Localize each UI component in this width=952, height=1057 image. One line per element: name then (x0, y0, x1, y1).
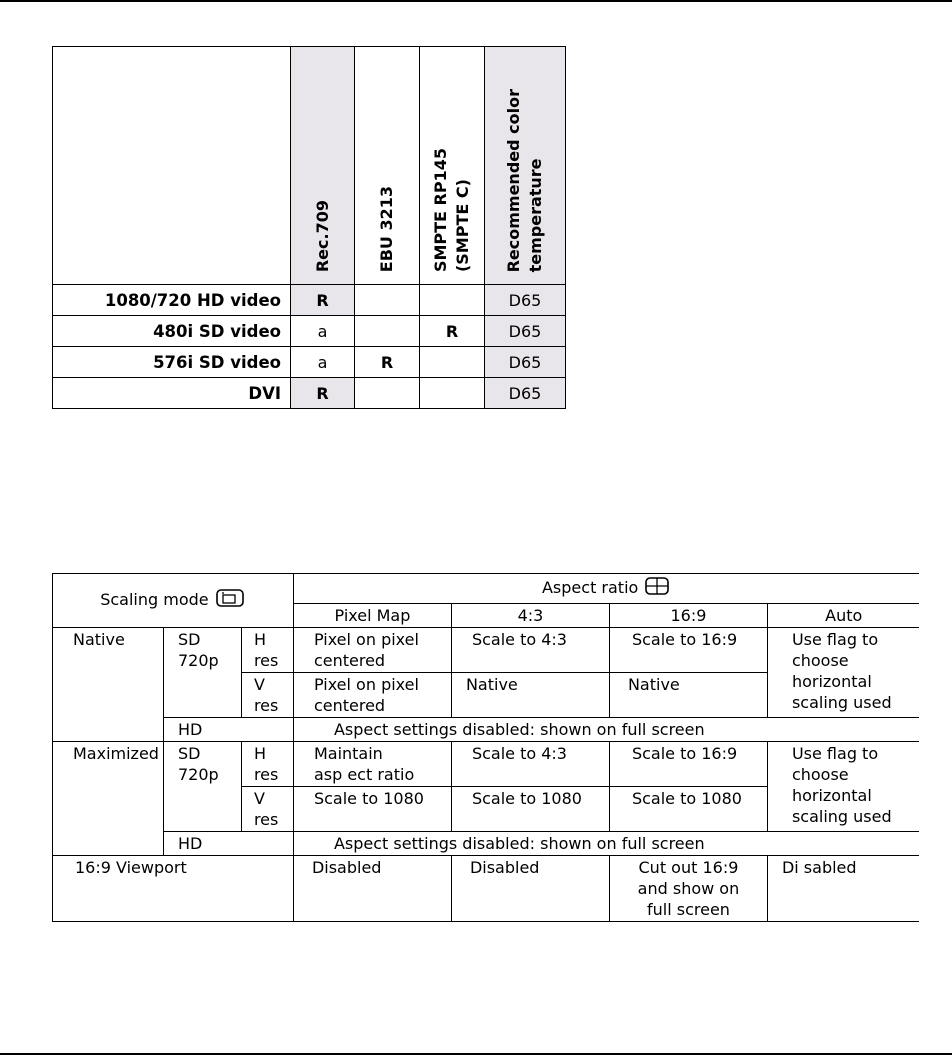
aspect-ratio-header (293, 574, 919, 604)
row-label: 480i SD video (53, 316, 291, 347)
native-hd: HD (163, 718, 293, 742)
table-row (53, 856, 920, 922)
maximized-sd: SD 720p (163, 742, 241, 832)
native-v-pixel: Pixel on pixel centered (293, 673, 451, 718)
col-4-3: 4:3 (451, 604, 609, 628)
maximized-hd-text: Aspect settings disabled: shown on full screen (293, 832, 919, 856)
cell-ebu: R (355, 347, 420, 378)
table-row (53, 347, 566, 378)
cell-temp: D65 (485, 285, 566, 316)
cell-ebu (355, 285, 420, 316)
maximized-v-43: Scale to 1080 (451, 787, 609, 832)
col-rec709: Rec.709 (291, 47, 355, 285)
table-row (53, 742, 920, 787)
cell-rec709: R (291, 378, 355, 409)
native-hd-text: Aspect settings disabled: shown on full screen (293, 718, 919, 742)
table-row (53, 832, 920, 856)
viewport-169: Cut out 16:9 and show on full screen (609, 856, 767, 922)
maximized-h-169: Scale to 16:9 (609, 742, 767, 787)
scaling-mode-icon (214, 587, 246, 614)
maximized-v-169: Scale to 1080 (609, 787, 767, 832)
viewport-pixel: Disabled (293, 856, 451, 922)
col-ebu3213: EBU 3213 (355, 47, 420, 285)
maximized-label: Maximized (53, 742, 164, 856)
col-16-9: 16:9 (609, 604, 767, 628)
table-row (53, 285, 566, 316)
row-label: 576i SD video (53, 347, 291, 378)
cell-temp: D65 (485, 347, 566, 378)
aspect-ratio-icon (643, 575, 671, 602)
color-table-header-row (53, 47, 566, 285)
scaling-mode-header (53, 574, 294, 628)
table-row (53, 628, 920, 673)
maximized-h: H res (241, 742, 293, 787)
native-label: Native (53, 628, 164, 742)
viewport-43: Disabled (451, 856, 609, 922)
table-row (53, 378, 566, 409)
col-pixel-map: Pixel Map (293, 604, 451, 628)
bottom-rule (0, 1053, 952, 1055)
maximized-v-pixel: Scale to 1080 (293, 787, 451, 832)
native-h-169: Scale to 16:9 (609, 628, 767, 673)
native-v: V res (241, 673, 293, 718)
native-sd: SD 720p (163, 628, 241, 718)
viewport-auto: Di sabled (767, 856, 919, 922)
col-smpte-rp145: SMPTE RP145 (SMPTE C) (420, 47, 485, 285)
aspect-ratio-label: Aspect ratio (541, 578, 639, 597)
cell-smpte: R (420, 316, 485, 347)
col-color-temperature: Recommended color temperature (485, 47, 566, 285)
native-h-pixel: Pixel on pixel centered (293, 628, 451, 673)
scaling-header-row (53, 574, 920, 604)
maximized-h-pixel: Maintain asp ect ratio (293, 742, 451, 787)
scaling-mode-table (52, 573, 919, 922)
maximized-v: V res (241, 787, 293, 832)
cell-rec709: a (291, 316, 355, 347)
maximized-hd: HD (163, 832, 293, 856)
cell-rec709: a (291, 347, 355, 378)
row-label: 1080/720 HD video (53, 285, 291, 316)
color-table-corner (53, 47, 291, 285)
cell-temp: D65 (485, 316, 566, 347)
cell-ebu (355, 316, 420, 347)
cell-ebu (355, 378, 420, 409)
table-row (53, 718, 920, 742)
table-row (53, 316, 566, 347)
maximized-h-43: Scale to 4:3 (451, 742, 609, 787)
native-auto: Use flag to choose horizontal scaling used (767, 628, 919, 718)
cell-temp: D65 (485, 378, 566, 409)
native-h-43: Scale to 4:3 (451, 628, 609, 673)
cell-smpte (420, 378, 485, 409)
viewport-label: 16:9 Viewport (53, 856, 294, 922)
top-rule (0, 0, 952, 2)
row-label: DVI (53, 378, 291, 409)
native-v-169: Native (609, 673, 767, 718)
native-v-43: Native (451, 673, 609, 718)
cell-smpte (420, 347, 485, 378)
col-auto: Auto (767, 604, 919, 628)
maximized-auto: Use flag to choose horizontal scaling used (767, 742, 919, 832)
native-h: H res (241, 628, 293, 673)
scaling-mode-label: Scaling mode (100, 590, 209, 609)
color-space-table (52, 46, 566, 409)
cell-smpte (420, 285, 485, 316)
cell-rec709: R (291, 285, 355, 316)
